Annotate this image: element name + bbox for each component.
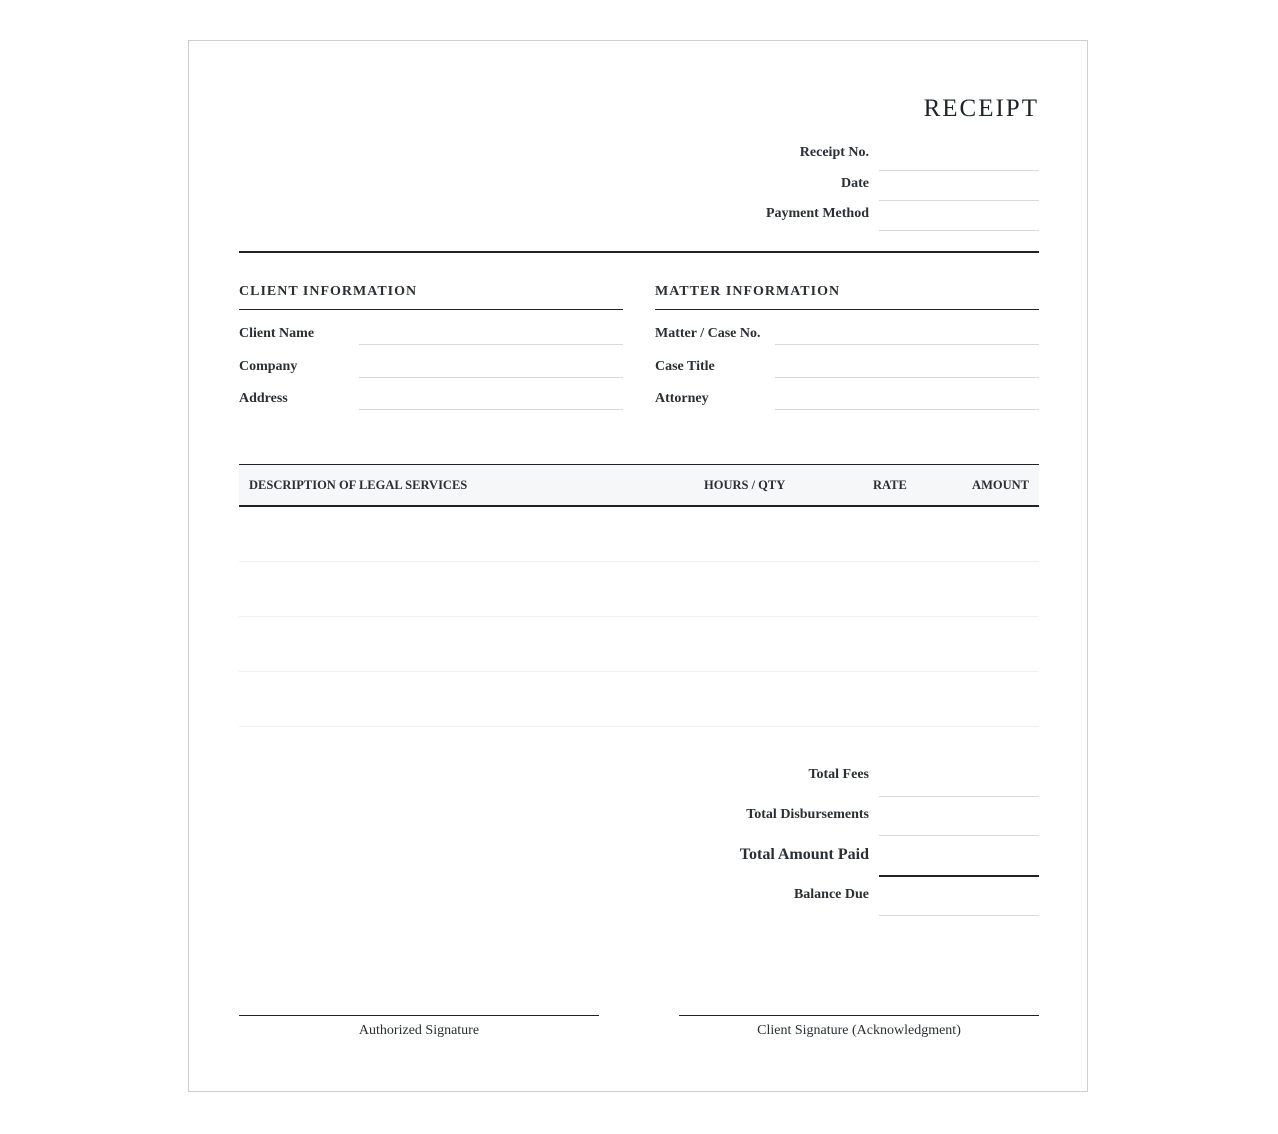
case-no-row	[655, 310, 1039, 343]
column-amount: AMOUNT	[972, 478, 1029, 492]
table-row[interactable]	[239, 562, 1039, 617]
balance-due-row	[589, 877, 1039, 916]
client-information-heading: CLIENT INFORMATION	[239, 284, 623, 310]
payment-method-field[interactable]	[879, 230, 1039, 231]
client-signature-label: Client Signature (Acknowledgment)	[757, 1023, 961, 1038]
date-label: Date	[841, 176, 869, 191]
payment-method-label: Payment Method	[765, 206, 869, 221]
column-description: DESCRIPTION OF LEGAL SERVICES	[249, 478, 468, 492]
case-title-row	[655, 343, 1039, 376]
client-name-row	[239, 310, 623, 343]
authorized-signature-block	[239, 1015, 599, 1039]
authorized-signature-label: Authorized Signature	[358, 1023, 480, 1038]
client-signature-block	[679, 1015, 1039, 1039]
matter-information-section	[655, 284, 1039, 409]
date-row	[639, 171, 1039, 201]
table-row[interactable]	[239, 672, 1039, 727]
company-label: Company	[239, 359, 298, 374]
address-label: Address	[239, 391, 288, 406]
company-row	[239, 343, 623, 376]
table-header	[239, 464, 1039, 507]
total-amount-paid-row	[589, 836, 1039, 877]
total-disbursements-label: Total Disbursements	[746, 807, 869, 822]
receipt-no-row	[639, 141, 1039, 171]
attorney-field[interactable]	[775, 409, 1039, 410]
attorney-label: Attorney	[655, 391, 709, 406]
case-title-label: Case Title	[655, 359, 715, 374]
client-signature-line[interactable]	[679, 1015, 1039, 1016]
case-no-label: Matter / Case No.	[655, 326, 761, 341]
column-rate: RATE	[873, 478, 907, 492]
attorney-row	[655, 376, 1039, 409]
receipt-no-label: Receipt No.	[799, 145, 869, 160]
receipt-document	[188, 40, 1088, 1092]
authorized-signature-line[interactable]	[239, 1015, 599, 1016]
header-divider	[239, 251, 1039, 253]
balance-due-field[interactable]	[879, 915, 1039, 916]
balance-due-label: Balance Due	[793, 887, 869, 902]
total-fees-label: Total Fees	[808, 767, 869, 782]
column-hours: HOURS / QTY	[704, 478, 786, 492]
matter-information-heading: MATTER INFORMATION	[655, 284, 1039, 310]
payment-method-row	[639, 201, 1039, 231]
client-name-label: Client Name	[239, 326, 315, 341]
table-row[interactable]	[239, 617, 1039, 672]
total-disbursements-row	[589, 797, 1039, 836]
legal-services-table	[239, 464, 1039, 727]
total-fees-row	[589, 761, 1039, 797]
client-information-section	[239, 284, 623, 409]
address-row	[239, 376, 623, 409]
total-amount-paid-label: Total Amount Paid	[739, 846, 869, 863]
table-row[interactable]	[239, 507, 1039, 562]
receipt-title: RECEIPT	[923, 95, 1039, 122]
address-field[interactable]	[359, 409, 623, 410]
